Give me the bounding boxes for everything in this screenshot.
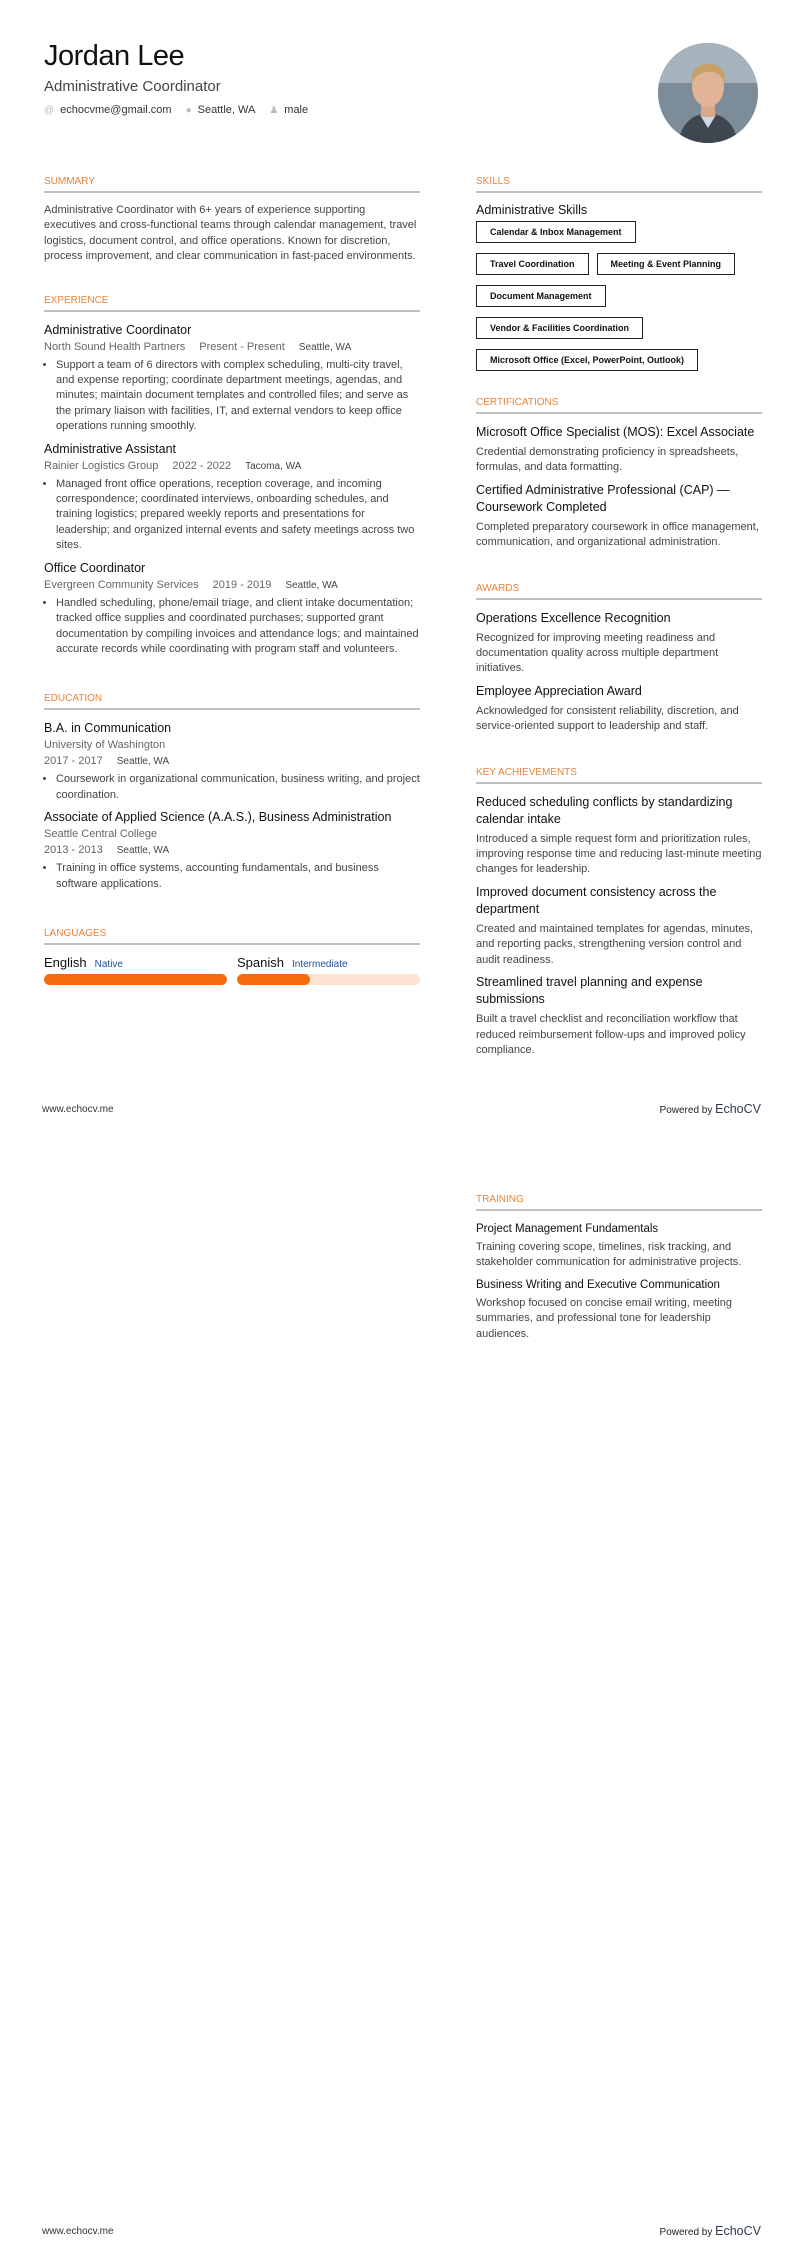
job-dates: 2022 - 2022 xyxy=(172,459,232,472)
job-bullet: • Managed front office operations, reception coverage, and incoming correspondence; coordinated interviews, onboarding schedules, and training logistics; prepared weekly reports and presentations for leadership; and organized internal events and safety meetings across two sites. xyxy=(56,477,420,554)
skill-chip: Travel Coordination xyxy=(476,253,589,275)
education-entry xyxy=(44,720,420,803)
job-entry xyxy=(44,322,420,435)
award-desc: Recognized for improving meeting readiness and documentation quality across multiple department initiatives. xyxy=(476,631,719,675)
experience-section xyxy=(44,295,420,664)
footer-powered xyxy=(660,2224,761,2238)
certifications-heading: CERTIFICATIONS xyxy=(476,397,762,414)
profile-photo xyxy=(658,43,758,143)
edu-bullet: • Coursework in organizational communication, business writing, and project coordination. xyxy=(56,772,420,803)
skills-section xyxy=(476,176,762,371)
language-level: Intermediate xyxy=(291,958,348,970)
degree: B.A. in Communication xyxy=(44,721,172,736)
job-title: Administrative Coordinator xyxy=(44,322,192,337)
candidate-name: Jordan Lee xyxy=(44,40,185,72)
job-company: North Sound Health Partners xyxy=(44,340,186,353)
edu-dates: 2017 - 2017 xyxy=(44,755,103,768)
job-title: Administrative Assistant xyxy=(44,441,176,456)
school: Seattle Central College xyxy=(44,828,158,841)
brand-logo[interactable]: EchoCV xyxy=(715,1102,761,1116)
training-title: Business Writing and Executive Communication xyxy=(476,1278,720,1291)
experience-heading: EXPERIENCE xyxy=(44,295,420,312)
language-item xyxy=(44,955,227,985)
achievement-title: Improved document consistency across the department xyxy=(476,884,717,916)
language-level: Native xyxy=(94,958,123,970)
education-section xyxy=(44,693,420,898)
job-company: Evergreen Community Services xyxy=(44,578,199,591)
skills-group-title: Administrative Skills xyxy=(476,203,588,217)
job-entry xyxy=(44,560,420,658)
language-bar xyxy=(44,974,227,985)
language-bar xyxy=(237,974,420,985)
skill-chip: Microsoft Office (Excel, PowerPoint, Outlook) xyxy=(476,349,698,371)
achievement-title: Streamlined travel planning and expense submissions xyxy=(476,975,703,1007)
education-heading: EDUCATION xyxy=(44,693,420,710)
achievement-title: Reduced scheduling conflicts by standardizing calendar intake xyxy=(476,794,733,826)
footer-website[interactable]: www.echocv.me xyxy=(42,1104,114,1115)
language-item xyxy=(237,955,420,985)
edu-bullet: • Training in office systems, accounting fundamentals, and business software applications. xyxy=(56,861,420,892)
languages-heading: LANGUAGES xyxy=(44,928,420,945)
skill-chip: Document Management xyxy=(476,285,606,307)
degree: Associate of Applied Science (A.A.S.), Business Administration xyxy=(44,810,392,825)
certifications-section xyxy=(476,397,762,557)
contact-info xyxy=(44,104,308,116)
achievements-section xyxy=(476,767,762,1065)
summary-section xyxy=(44,176,420,265)
location-pin-icon: ● xyxy=(185,104,192,116)
training-section xyxy=(476,1194,762,1348)
language-name: Spanish xyxy=(237,954,284,970)
left-column xyxy=(44,176,420,985)
brand-logo[interactable]: EchoCV xyxy=(715,2224,761,2238)
school: University of Washington xyxy=(44,739,166,752)
language-name: English xyxy=(44,954,87,970)
right-column xyxy=(476,176,762,1064)
contact-gender: male xyxy=(284,104,309,116)
achievement-desc: Created and maintained templates for agendas, minutes, and reporting packs, strengthening version control and audit readiness. xyxy=(476,922,753,966)
at-icon: @ xyxy=(44,104,55,116)
job-company: Rainier Logistics Group xyxy=(44,459,159,472)
training-title: Project Management Fundamentals xyxy=(476,1223,659,1235)
training-desc: Training covering scope, timelines, risk tracking, and stakeholder communication for administrative projects. xyxy=(476,1241,742,1269)
footer-powered xyxy=(660,1102,761,1116)
achievements-heading: KEY ACHIEVEMENTS xyxy=(476,767,762,784)
skills-heading: SKILLS xyxy=(476,176,762,193)
edu-dates: 2013 - 2013 xyxy=(44,844,103,857)
job-title: Office Coordinator xyxy=(44,560,146,575)
job-entry xyxy=(44,441,420,554)
footer-website[interactable]: www.echocv.me xyxy=(42,2226,114,2237)
skill-chip: Calendar & Inbox Management xyxy=(476,221,636,243)
job-location: Tacoma, WA xyxy=(245,460,302,472)
skill-chip: Vendor & Facilities Coordination xyxy=(476,317,643,339)
training-heading: TRAINING xyxy=(476,1194,762,1211)
person-icon: ♟ xyxy=(269,104,279,116)
contact-location: Seattle, WA xyxy=(197,104,256,116)
award-title: Employee Appreciation Award xyxy=(476,683,642,698)
powered-by-text: Powered by xyxy=(659,2227,713,2238)
award-desc: Acknowledged for consistent reliability, discretion, and service-oriented support to leadership and staff. xyxy=(476,704,739,733)
job-location: Seattle, WA xyxy=(298,341,352,353)
job-dates: 2019 - 2019 xyxy=(212,578,272,591)
language-bar-fill xyxy=(44,974,227,985)
job-dates: Present - Present xyxy=(199,340,285,353)
job-bullet: • Support a team of 6 directors with complex scheduling, multi-city travel, and expense reporting; coordinate department meetings, agendas, and minutes; maintain document templates and controlled files; and serve as the primary liaison with facilities, IT, and external vendors to keep office operations running smoothly. xyxy=(56,358,420,435)
awards-section xyxy=(476,583,762,741)
awards-heading: AWARDS xyxy=(476,583,762,600)
certification-desc: Completed preparatory coursework in office management, communication, and organizational administration. xyxy=(476,520,759,549)
contact-email[interactable]: echocvme@gmail.com xyxy=(60,104,172,116)
language-bar-fill xyxy=(237,974,310,985)
edu-location: Seattle, WA xyxy=(116,845,170,857)
training-desc: Workshop focused on concise email writing, meeting summaries, and professional tone for leadership audiences. xyxy=(476,1296,732,1340)
powered-by-text: Powered by xyxy=(659,1105,713,1116)
certification-title: Microsoft Office Specialist (MOS): Excel Associate xyxy=(476,425,755,439)
achievement-desc: Introduced a simple request form and prioritization rules, improving response time and reducing last-minute meeting changes for leadership. xyxy=(476,832,762,876)
job-bullet: • Handled scheduling, phone/email triage, and client intake documentation; tracked office supplies and coordinated purchases; supported grant documentation by compiling invoices and attendance logs; and maintained accurate records while coordinating with program staff and volunteers. xyxy=(56,596,420,658)
award-title: Operations Excellence Recognition xyxy=(476,610,671,625)
education-entry xyxy=(44,809,420,892)
summary-text: Administrative Coordinator with 6+ years of experience supporting executives and cross-functional teams through calendar management, travel logistics, document control, and office operations. Known for discretion, process improvement, and clear communication in fast-paced environments. xyxy=(44,204,417,263)
summary-heading: SUMMARY xyxy=(44,176,420,193)
certification-title: Certified Administrative Professional (CAP) — Coursework Completed xyxy=(476,482,730,514)
job-location: Seattle, WA xyxy=(285,579,338,591)
skill-chip: Meeting & Event Planning xyxy=(597,253,736,275)
certification-desc: Credential demonstrating proficiency in spreadsheets, formulas, and data formatting. xyxy=(476,446,739,474)
achievement-desc: Built a travel checklist and reconciliation workflow that reduced reimbursement follow-ups and improved policy compliance. xyxy=(476,1013,746,1056)
candidate-title: Administrative Coordinator xyxy=(44,78,221,95)
edu-location: Seattle, WA xyxy=(116,756,170,768)
languages-section xyxy=(44,928,420,985)
